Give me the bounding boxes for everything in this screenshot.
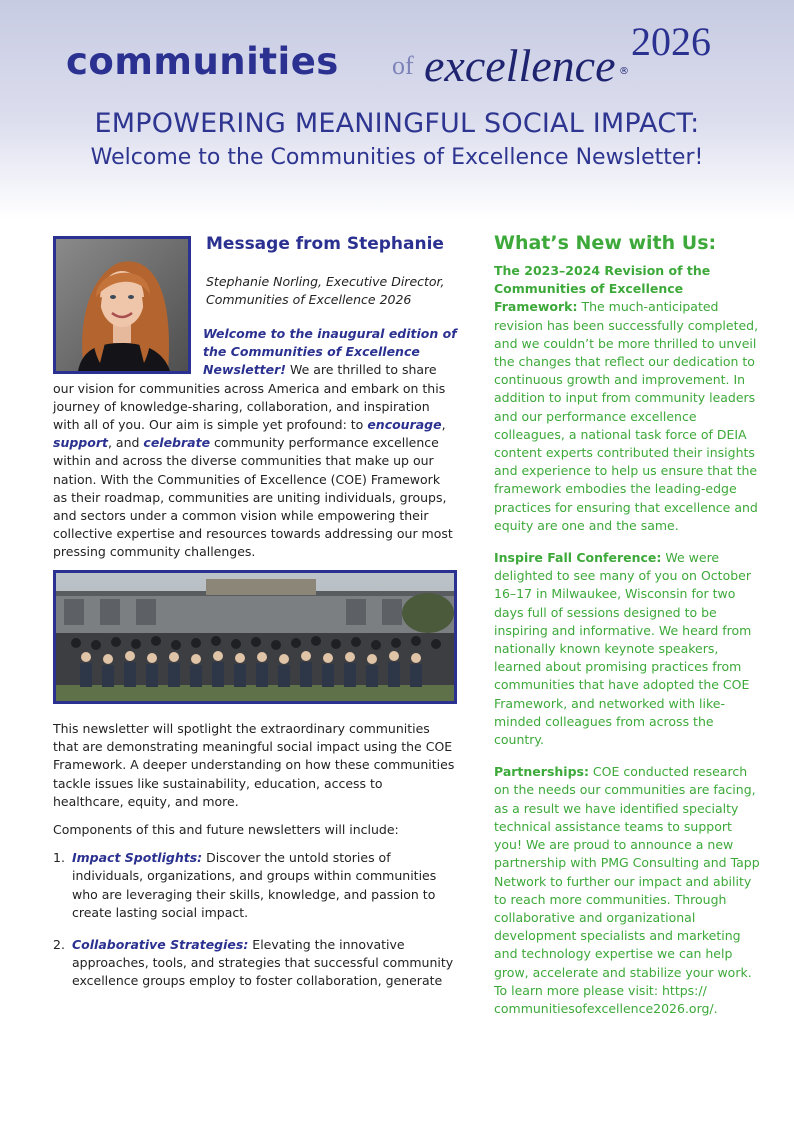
welcome-message [53, 325, 457, 562]
conference-group-photo [53, 570, 457, 704]
news-item-text: The much-anticipated revision has been successfully completed, and we couldn’t be more thrilled to unveil the changes that reflect our dedication to continuous growth and improvement. In addition to input from community leaders and our performance excellence colleagues, a national task force of DEIA content experts contributed their insights and experience to help us ensure that the framework embodies the leading-edge practices for ensuring that excellence and equity are one and the same. [494, 299, 759, 533]
news-item-fall-conference [494, 549, 762, 749]
whats-new-title: What’s New with Us: [494, 232, 717, 254]
logo-year: 2026 [631, 19, 711, 64]
news-item-text: We were delighted to see many of you on October 16–17 in Milwaukee, Wisconsin for two days full of sessions designed to be inspiring and informative. We heard from nationally known keynote speakers, learned about promising practices from communities that have adopted the COE Framework, and networked with like-minded colleagues from across the country. [494, 550, 752, 748]
news-item-text: COE conducted research on the needs our communities are facing, as a result we have identified specialty technical assistance teams to support you! We are proud to announce a new partnership with PMG Consulting and Tapp Network to further our impact and ability to reach more communities. Through collaborative and organizational development specialists and marketing and technology expertise we can help grow, accelerate and stabilize your work. To learn more please visit: https:// communitiesofexcellence2026.org/. [494, 764, 760, 1016]
list-item-number: 1. [53, 850, 65, 866]
and-text: , and [107, 435, 144, 451]
news-item-heading: Partnerships: [494, 764, 589, 780]
logo-excellence: excellence [424, 40, 616, 91]
list-item [53, 936, 457, 991]
page-headline: EMPOWERING MEANINGFUL SOCIAL IMPACT: [94, 108, 700, 139]
list-item-number: 2. [53, 937, 65, 953]
list-item-text: Elevating the innovative approaches, tools, and strategies that successful community excellence groups employ to foster collaboration, generate [72, 937, 454, 989]
comma-text: , [441, 417, 446, 433]
page-subheadline: Welcome to the Communities of Excellence Newsletter! [90, 145, 704, 170]
encourage-word: encourage [367, 417, 442, 433]
list-item-title: Impact Spotlights: [72, 850, 203, 866]
list-item [53, 849, 457, 922]
welcome-lead: Welcome to the inaugural edition of the Communities of Excellence Newsletter! [203, 326, 457, 378]
logo-registered-mark: ® [619, 66, 629, 77]
news-item-partnerships [494, 763, 762, 1018]
stephanie-credit: Stephanie Norling, Executive Director, Communities of Excellence 2026 [206, 274, 445, 307]
logo-communities: communities [66, 40, 339, 83]
components-intro: Components of this and future newsletters will include: [53, 822, 399, 838]
welcome-body-part-1: We are thrilled to share our vision for communities across America and embark on this journey of knowledge-sharing, collaboration, and inspiration with all of you. Our aim is simple yet profound: to [53, 362, 446, 433]
message-title: Message from Stephanie [206, 234, 444, 254]
news-item-heading: Inspire Fall Conference: [494, 550, 662, 566]
news-item-heading: The 2023–2024 Revision of the Communities of Excellence Framework: [494, 263, 711, 315]
celebrate-word: celebrate [143, 435, 211, 451]
header-band [0, 0, 794, 220]
welcome-body-part-2: community performance excellence within and across the diverse communities that make up our nation. With the Communities of Excellence (COE) Framework as their roadmap, communities are uniting individuals, groups, and sectors under a common vision while empowering their collective expertise and resources towards addressing our most pressing community challenges. [53, 435, 453, 560]
list-item-text: Discover the untold stories of individuals, organizations, and groups within communities who are leveraging their skills, knowledge, and passion to create lasting social impact. [72, 850, 437, 920]
news-item-framework-revision [494, 262, 762, 535]
list-item-title: Collaborative Strategies: [72, 937, 249, 953]
newsletter-overview [53, 720, 457, 1005]
newsletter-intro: This newsletter will spotlight the extraordinary communities that are demonstrating meaningful social impact using the COE Framework. A deeper understanding on how these communities tackle issues like sustainability, education, access to healthcare, equity, and more. [53, 721, 455, 809]
whats-new-section [494, 232, 762, 1032]
logo-of: of [392, 51, 414, 80]
support-word: support [53, 435, 108, 451]
